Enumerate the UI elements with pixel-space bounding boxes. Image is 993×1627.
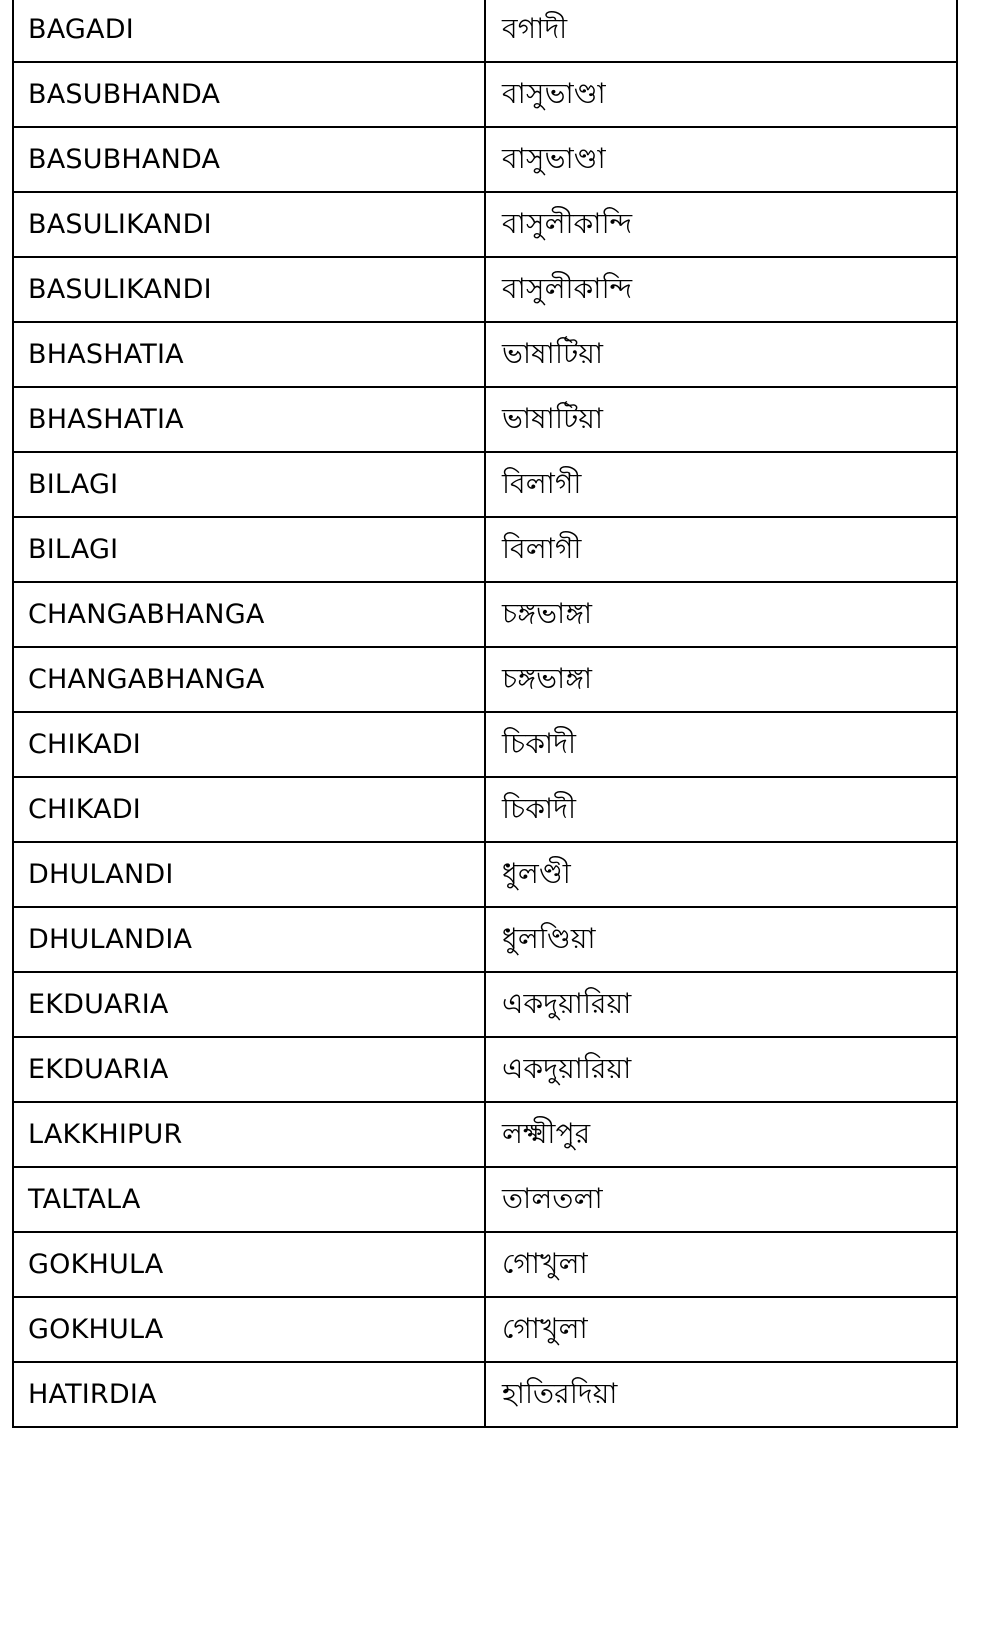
cell-bengali: ধুলণ্ডী [485, 842, 957, 907]
cell-english: BHASHATIA [13, 322, 485, 387]
cell-english: CHIKADI [13, 777, 485, 842]
cell-english: CHIKADI [13, 712, 485, 777]
name-list-table [12, 0, 958, 1428]
cell-bengali: লক্ষ্মীপুর [485, 1102, 957, 1167]
table-row [13, 62, 957, 127]
cell-english: BILAGI [13, 452, 485, 517]
table-row [13, 322, 957, 387]
table-row [13, 0, 957, 62]
cell-bengali: বগাদী [485, 0, 957, 62]
cell-english: TALTALA [13, 1167, 485, 1232]
cell-english: BASULIKANDI [13, 257, 485, 322]
cell-english: CHANGABHANGA [13, 647, 485, 712]
cell-bengali: ভাষাটিয়া [485, 322, 957, 387]
cell-bengali: গোখুলা [485, 1232, 957, 1297]
cell-english: EKDUARIA [13, 1037, 485, 1102]
cell-bengali: ভাষাটিয়া [485, 387, 957, 452]
table-row [13, 647, 957, 712]
table-row [13, 1232, 957, 1297]
cell-english: BASUBHANDA [13, 127, 485, 192]
cell-english: GOKHULA [13, 1232, 485, 1297]
table-row [13, 777, 957, 842]
table-row [13, 582, 957, 647]
cell-english: LAKKHIPUR [13, 1102, 485, 1167]
cell-bengali: হাতিরদিয়া [485, 1362, 957, 1427]
cell-bengali: চিকাদী [485, 777, 957, 842]
table-row [13, 452, 957, 517]
table-row [13, 1167, 957, 1232]
cell-bengali: বিলাগী [485, 517, 957, 582]
table-row [13, 127, 957, 192]
table-row [13, 1037, 957, 1102]
table-row [13, 192, 957, 257]
cell-bengali: বাসুলীকান্দি [485, 257, 957, 322]
cell-english: BAGADI [13, 0, 485, 62]
cell-bengali: বাসুভাণ্ডা [485, 62, 957, 127]
table-row [13, 712, 957, 777]
cell-bengali: তালতলা [485, 1167, 957, 1232]
table-row [13, 1362, 957, 1427]
cell-bengali: বিলাগী [485, 452, 957, 517]
cell-english: DHULANDI [13, 842, 485, 907]
cell-english: DHULANDIA [13, 907, 485, 972]
cell-english: BILAGI [13, 517, 485, 582]
table-row [13, 907, 957, 972]
table-row [13, 387, 957, 452]
cell-bengali: একদুয়ারিয়া [485, 1037, 957, 1102]
cell-bengali: চঙ্গভাঙ্গা [485, 582, 957, 647]
cell-english: CHANGABHANGA [13, 582, 485, 647]
cell-english: HATIRDIA [13, 1362, 485, 1427]
cell-english: BHASHATIA [13, 387, 485, 452]
cell-english: BASULIKANDI [13, 192, 485, 257]
cell-bengali: একদুয়ারিয়া [485, 972, 957, 1037]
cell-bengali: ধুলণ্ডিয়া [485, 907, 957, 972]
cell-english: GOKHULA [13, 1297, 485, 1362]
table-row [13, 257, 957, 322]
cell-bengali: চঙ্গভাঙ্গা [485, 647, 957, 712]
table-row [13, 517, 957, 582]
table-row [13, 842, 957, 907]
table-row [13, 972, 957, 1037]
table-row [13, 1102, 957, 1167]
cell-bengali: গোখুলা [485, 1297, 957, 1362]
table-body [13, 0, 957, 1427]
cell-english: EKDUARIA [13, 972, 485, 1037]
cell-bengali: বাসুভাণ্ডা [485, 127, 957, 192]
table-row [13, 1297, 957, 1362]
cell-english: BASUBHANDA [13, 62, 485, 127]
cell-bengali: চিকাদী [485, 712, 957, 777]
cell-bengali: বাসুলীকান্দি [485, 192, 957, 257]
